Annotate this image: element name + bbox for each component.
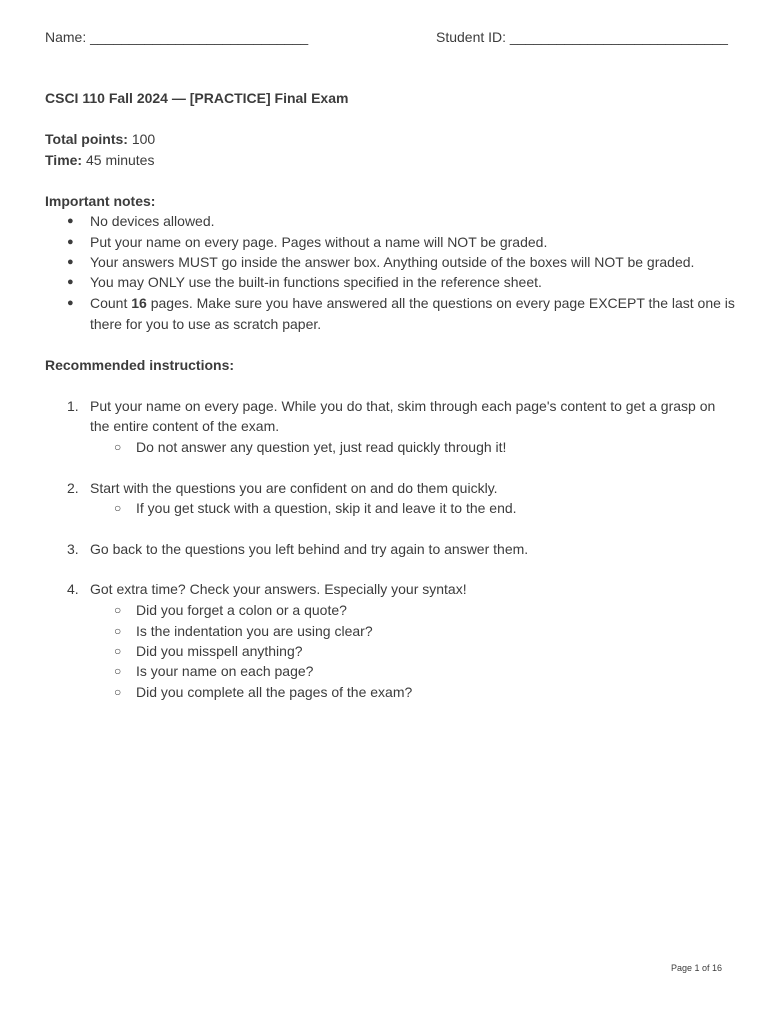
total-points-label: Total points: xyxy=(45,131,128,147)
circle-bullet-icon: ○ xyxy=(114,603,122,617)
step-text: Start with the questions you are confident on and do them quickly. xyxy=(90,480,498,496)
step-text: Put your name on every page. While you do that, skim through each page's content to get a grasp on xyxy=(90,398,716,414)
total-points-line xyxy=(45,129,155,150)
circle-bullet-icon: ○ xyxy=(114,501,122,515)
sub-step-text: Is the indentation you are using clear? xyxy=(136,623,373,639)
time-label: Time: xyxy=(45,152,83,168)
recommended-heading: Recommended instructions: xyxy=(45,357,235,373)
important-notes-heading: Important notes: xyxy=(45,193,156,209)
step-text: Got extra time? Check your answers. Especially your syntax! xyxy=(90,581,467,597)
bullet-icon: ● xyxy=(67,297,74,309)
sub-step-text: Did you forget a colon or a quote? xyxy=(136,602,347,618)
page-count-note xyxy=(90,293,735,314)
bullet-icon: ● xyxy=(67,276,74,288)
time-value: 45 minutes xyxy=(82,152,155,168)
step-text: Go back to the questions you left behind and try again to answer them. xyxy=(90,541,529,557)
step-number: 2. xyxy=(67,480,79,496)
bullet-icon: ● xyxy=(67,236,74,248)
page-count-prefix: Count xyxy=(90,295,132,311)
page-count-value: 16 xyxy=(131,295,147,311)
student-id-field-label: Student ID: ____________________________ xyxy=(436,29,728,45)
bullet-icon: ● xyxy=(67,215,74,227)
time-line xyxy=(45,150,154,171)
sub-step-text: Did you misspell anything? xyxy=(136,643,303,659)
note-text: You may ONLY use the built-in functions specified in the reference sheet. xyxy=(90,274,542,290)
circle-bullet-icon: ○ xyxy=(114,685,122,699)
step-number: 1. xyxy=(67,398,79,414)
sub-step-text: Is your name on each page? xyxy=(136,663,314,679)
step-number: 3. xyxy=(67,541,79,557)
exam-title: CSCI 110 Fall 2024 — [PRACTICE] Final Exam xyxy=(45,90,349,106)
total-points-value: 100 xyxy=(127,131,156,147)
note-text: No devices allowed. xyxy=(90,213,215,229)
circle-bullet-icon: ○ xyxy=(114,644,122,658)
page-number: Page 1 of 16 xyxy=(670,963,722,973)
name-field-label: Name: ____________________________ xyxy=(45,29,309,45)
step-text: the entire content of the exam. xyxy=(90,418,280,434)
step-number: 4. xyxy=(67,581,79,597)
sub-step-text: Do not answer any question yet, just read quickly through it! xyxy=(136,439,507,455)
page-count-continuation: there for you to use as scratch paper. xyxy=(90,316,322,332)
sub-step-text: If you get stuck with a question, skip it and leave it to the end. xyxy=(136,500,517,516)
circle-bullet-icon: ○ xyxy=(114,440,122,454)
note-text: Your answers MUST go inside the answer box. Anything outside of the boxes will NOT be graded. xyxy=(90,254,695,270)
note-text: Put your name on every page. Pages without a name will NOT be graded. xyxy=(90,234,548,250)
bullet-icon: ● xyxy=(67,256,74,268)
sub-step-text: Did you complete all the pages of the exam? xyxy=(136,684,413,700)
circle-bullet-icon: ○ xyxy=(114,664,122,678)
circle-bullet-icon: ○ xyxy=(114,624,122,638)
page-count-suffix: pages. Make sure you have answered all the questions on every page EXCEPT the last one is xyxy=(146,295,735,311)
